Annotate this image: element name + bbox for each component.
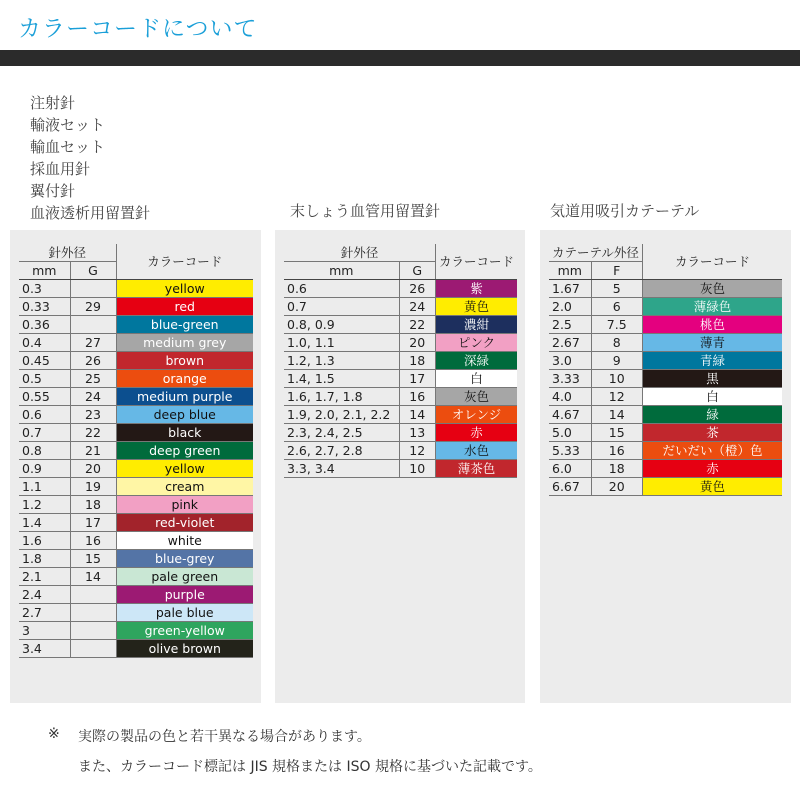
table-row [284, 460, 517, 478]
note-line-1: 実際の製品の色と若干異なる場合があります。 [78, 729, 371, 745]
cell-color-swatch: 紫 [435, 280, 517, 298]
cell-color-swatch: 黄色 [642, 478, 782, 496]
cell-gauge: 18 [399, 352, 435, 370]
cell-diameter-mm: 2.6, 2.7, 2.8 [284, 442, 399, 460]
cell-color-swatch: 薄緑色 [642, 298, 782, 316]
intro-item: 輸液セット [30, 116, 106, 134]
cell-color-swatch: 灰色 [642, 280, 782, 298]
cell-color-swatch: 黒 [642, 370, 782, 388]
table-row [549, 334, 782, 352]
table-row [19, 604, 253, 622]
cell-diameter-mm: 0.5 [19, 370, 70, 388]
cell-gauge: 16 [591, 442, 642, 460]
suction-color-table [549, 244, 782, 496]
cell-gauge: 27 [70, 334, 116, 352]
header-outer-diameter: 針外径 [19, 244, 116, 262]
table-row [19, 496, 253, 514]
cell-color-swatch: 薄青 [642, 334, 782, 352]
cell-color-swatch: deep blue [116, 406, 253, 424]
cell-color-swatch: white [116, 532, 253, 550]
cell-color-swatch: 赤 [435, 424, 517, 442]
cell-color-swatch: 黄色 [435, 298, 517, 316]
cell-gauge [70, 622, 116, 640]
cell-diameter-mm: 0.33 [19, 298, 70, 316]
table-row [19, 424, 253, 442]
cell-color-swatch: 灰色 [435, 388, 517, 406]
cell-diameter-mm: 0.36 [19, 316, 70, 334]
cell-gauge: 29 [70, 298, 116, 316]
cell-gauge: 5 [591, 280, 642, 298]
table-row [19, 298, 253, 316]
cell-diameter-mm: 1.6 [19, 532, 70, 550]
cell-gauge [70, 280, 116, 298]
section-heading-peripheral: 末しょう血管用留置針 [290, 202, 441, 220]
table-row [19, 280, 253, 298]
table-row [284, 388, 517, 406]
table-row [284, 424, 517, 442]
cell-gauge: 25 [70, 370, 116, 388]
cell-gauge [70, 604, 116, 622]
table-row [549, 442, 782, 460]
cell-color-swatch: 水色 [435, 442, 517, 460]
cell-diameter-mm: 6.67 [549, 478, 591, 496]
header-french: F [591, 262, 642, 280]
cell-diameter-mm: 2.3, 2.4, 2.5 [284, 424, 399, 442]
header-gauge: G [399, 262, 435, 280]
table-row [284, 334, 517, 352]
cell-diameter-mm: 1.8 [19, 550, 70, 568]
table-row [284, 406, 517, 424]
cell-color-swatch: black [116, 424, 253, 442]
table-row [19, 640, 253, 658]
table-row [19, 406, 253, 424]
cell-color-swatch: blue-green [116, 316, 253, 334]
table-row [19, 316, 253, 334]
cell-color-swatch: 茶 [642, 424, 782, 442]
cell-color-swatch: deep green [116, 442, 253, 460]
page-title: カラーコードについて [18, 16, 258, 42]
table-row [19, 370, 253, 388]
cell-diameter-mm: 0.9 [19, 460, 70, 478]
cell-gauge: 15 [70, 550, 116, 568]
header-mm: mm [284, 262, 399, 280]
cell-diameter-mm: 1.4, 1.5 [284, 370, 399, 388]
cell-diameter-mm: 0.6 [19, 406, 70, 424]
cell-gauge: 21 [70, 442, 116, 460]
cell-diameter-mm: 6.0 [549, 460, 591, 478]
cell-diameter-mm: 5.0 [549, 424, 591, 442]
cell-diameter-mm: 1.67 [549, 280, 591, 298]
cell-color-swatch: medium grey [116, 334, 253, 352]
header-gauge: G [70, 262, 116, 280]
cell-gauge: 12 [591, 388, 642, 406]
cell-gauge [70, 316, 116, 334]
cell-diameter-mm: 0.8 [19, 442, 70, 460]
cell-diameter-mm: 0.4 [19, 334, 70, 352]
cell-color-swatch: red-violet [116, 514, 253, 532]
header-outer-diameter: カテーテル外径 [549, 244, 642, 262]
table-row [19, 586, 253, 604]
cell-gauge: 26 [399, 280, 435, 298]
cell-diameter-mm: 0.7 [284, 298, 399, 316]
table-row [284, 370, 517, 388]
cell-diameter-mm: 5.33 [549, 442, 591, 460]
cell-gauge: 8 [591, 334, 642, 352]
cell-diameter-mm: 0.3 [19, 280, 70, 298]
note-line-2: また、カラーコード標記は JIS 規格または ISO 規格に基づいた記載です。 [78, 759, 542, 775]
table-row [549, 280, 782, 298]
cell-diameter-mm: 0.7 [19, 424, 70, 442]
cell-gauge: 13 [399, 424, 435, 442]
cell-diameter-mm: 0.45 [19, 352, 70, 370]
cell-color-swatch: cream [116, 478, 253, 496]
cell-diameter-mm: 1.2 [19, 496, 70, 514]
cell-diameter-mm: 1.0, 1.1 [284, 334, 399, 352]
intro-item: 輸血セット [30, 138, 106, 156]
table-row [549, 370, 782, 388]
note-mark: ※ [48, 726, 60, 742]
cell-gauge: 14 [70, 568, 116, 586]
cell-gauge: 20 [399, 334, 435, 352]
cell-gauge: 10 [399, 460, 435, 478]
intro-item: 注射針 [30, 94, 76, 112]
cell-gauge: 22 [70, 424, 116, 442]
table-row [549, 298, 782, 316]
cell-color-swatch: オレンジ [435, 406, 517, 424]
table-row [19, 334, 253, 352]
table-row [549, 460, 782, 478]
table-row [549, 406, 782, 424]
cell-diameter-mm: 3 [19, 622, 70, 640]
cell-gauge: 26 [70, 352, 116, 370]
cell-gauge: 17 [399, 370, 435, 388]
intro-list [30, 92, 150, 224]
peripheral-color-table [284, 244, 517, 478]
cell-color-swatch: pale green [116, 568, 253, 586]
header-mm: mm [549, 262, 591, 280]
cell-gauge: 22 [399, 316, 435, 334]
table-row [284, 352, 517, 370]
cell-color-swatch: yellow [116, 460, 253, 478]
table-row [19, 478, 253, 496]
header-mm: mm [19, 262, 70, 280]
cell-color-swatch: 赤 [642, 460, 782, 478]
cell-gauge: 23 [70, 406, 116, 424]
table-row [19, 568, 253, 586]
cell-diameter-mm: 1.9, 2.0, 2.1, 2.2 [284, 406, 399, 424]
cell-color-swatch: 白 [642, 388, 782, 406]
cell-color-swatch: purple [116, 586, 253, 604]
cell-gauge: 16 [70, 532, 116, 550]
table-row [549, 388, 782, 406]
table-row [19, 442, 253, 460]
cell-diameter-mm: 2.0 [549, 298, 591, 316]
intro-item: 血液透析用留置針 [30, 204, 151, 222]
table-row [19, 550, 253, 568]
table-row [19, 388, 253, 406]
cell-gauge: 9 [591, 352, 642, 370]
cell-diameter-mm: 2.4 [19, 586, 70, 604]
cell-gauge: 15 [591, 424, 642, 442]
cell-gauge: 14 [399, 406, 435, 424]
cell-gauge: 12 [399, 442, 435, 460]
cell-gauge: 14 [591, 406, 642, 424]
cell-diameter-mm: 2.7 [19, 604, 70, 622]
cell-gauge: 20 [70, 460, 116, 478]
table-row [284, 442, 517, 460]
cell-gauge: 19 [70, 478, 116, 496]
cell-color-swatch: 濃紺 [435, 316, 517, 334]
cell-color-swatch: 緑 [642, 406, 782, 424]
cell-color-swatch: olive brown [116, 640, 253, 658]
cell-color-swatch: blue-grey [116, 550, 253, 568]
intro-item: 採血用針 [30, 160, 91, 178]
cell-diameter-mm: 3.3, 3.4 [284, 460, 399, 478]
cell-gauge: 7.5 [591, 316, 642, 334]
cell-color-swatch: 白 [435, 370, 517, 388]
cell-diameter-mm: 2.1 [19, 568, 70, 586]
cell-color-swatch: brown [116, 352, 253, 370]
cell-gauge: 6 [591, 298, 642, 316]
cell-diameter-mm: 0.55 [19, 388, 70, 406]
header-outer-diameter: 針外径 [284, 244, 435, 262]
cell-color-swatch: pink [116, 496, 253, 514]
intro-item: 翼付針 [30, 182, 76, 200]
table-row [549, 352, 782, 370]
cell-color-swatch: pale blue [116, 604, 253, 622]
cell-diameter-mm: 0.8, 0.9 [284, 316, 399, 334]
table-row [549, 424, 782, 442]
cell-gauge: 18 [591, 460, 642, 478]
table-row [19, 352, 253, 370]
cell-color-swatch: ピンク [435, 334, 517, 352]
table-row [284, 280, 517, 298]
cell-color-swatch: 青緑 [642, 352, 782, 370]
needle-color-table [19, 244, 253, 658]
cell-color-swatch: 桃色 [642, 316, 782, 334]
cell-diameter-mm: 1.4 [19, 514, 70, 532]
cell-diameter-mm: 1.6, 1.7, 1.8 [284, 388, 399, 406]
table-row [549, 316, 782, 334]
cell-color-swatch: 深緑 [435, 352, 517, 370]
cell-diameter-mm: 4.0 [549, 388, 591, 406]
table-row [19, 532, 253, 550]
cell-color-swatch: yellow [116, 280, 253, 298]
cell-diameter-mm: 3.0 [549, 352, 591, 370]
cell-color-swatch: 薄茶色 [435, 460, 517, 478]
header-divider [0, 50, 800, 66]
cell-gauge: 24 [70, 388, 116, 406]
cell-color-swatch: medium purple [116, 388, 253, 406]
header-color-code: カラーコード [642, 244, 782, 280]
header-color-code: カラーコード [435, 244, 517, 280]
cell-diameter-mm: 2.67 [549, 334, 591, 352]
cell-diameter-mm: 3.33 [549, 370, 591, 388]
cell-diameter-mm: 1.2, 1.3 [284, 352, 399, 370]
cell-gauge: 17 [70, 514, 116, 532]
table-row [19, 460, 253, 478]
header-color-code: カラーコード [116, 244, 253, 280]
table-row [284, 316, 517, 334]
cell-diameter-mm: 1.1 [19, 478, 70, 496]
table-row [19, 514, 253, 532]
cell-diameter-mm: 4.67 [549, 406, 591, 424]
cell-gauge: 18 [70, 496, 116, 514]
table-row [19, 622, 253, 640]
cell-gauge: 24 [399, 298, 435, 316]
cell-diameter-mm: 3.4 [19, 640, 70, 658]
cell-color-swatch: green-yellow [116, 622, 253, 640]
cell-diameter-mm: 0.6 [284, 280, 399, 298]
cell-gauge: 16 [399, 388, 435, 406]
section-heading-suction: 気道用吸引カテーテル [550, 202, 700, 220]
cell-diameter-mm: 2.5 [549, 316, 591, 334]
cell-color-swatch: orange [116, 370, 253, 388]
table-row [284, 298, 517, 316]
cell-gauge [70, 586, 116, 604]
cell-color-swatch: red [116, 298, 253, 316]
cell-gauge [70, 640, 116, 658]
cell-gauge: 20 [591, 478, 642, 496]
table-row [549, 478, 782, 496]
cell-gauge: 10 [591, 370, 642, 388]
cell-color-swatch: だいだい（橙）色 [642, 442, 782, 460]
